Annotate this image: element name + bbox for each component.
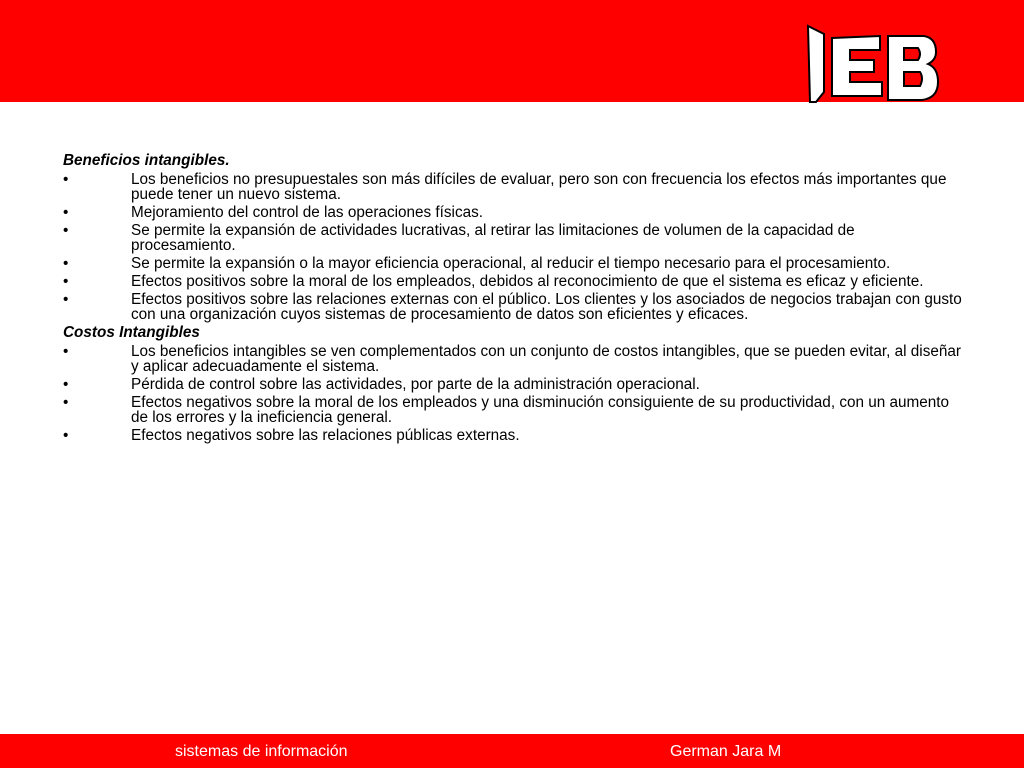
section-title: Beneficios intangibles. — [63, 152, 230, 169]
bullet-text: Los beneficios no presupuestales son más difíciles de evaluar, pero son con frecuencia los efectos más importantes que puede tener un nuevo sistema. — [131, 171, 947, 203]
slide-content — [63, 153, 963, 446]
footer-author: German Jara M — [670, 743, 782, 760]
footer-course-title: sistemas de información — [175, 743, 348, 760]
footer-band — [0, 734, 1024, 768]
bullet-icon: • — [63, 291, 69, 308]
bullet-text: Efectos positivos sobre las relaciones externas con el público. Los clientes y los asociados de negocios trabajan con gusto con una organización cuyos sistemas de procesamiento de datos son eficientes y eficaces. — [131, 291, 962, 323]
bullet-list — [63, 344, 963, 443]
ieb-logo — [806, 22, 940, 104]
bullet-icon: • — [63, 204, 69, 221]
bullet-item — [63, 292, 963, 322]
bullet-icon: • — [63, 222, 69, 239]
bullet-item — [63, 377, 963, 392]
bullet-text: Los beneficios intangibles se ven complementados con un conjunto de costos intangibles, que se pueden evitar, al diseñar y aplicar adecuadamente el sistema. — [131, 343, 961, 375]
bullet-text: Efectos negativos sobre la moral de los empleados y una disminución consiguiente de su productividad, con un aumento de los errores y la ineficiencia general. — [131, 394, 950, 426]
bullet-text: Efectos negativos sobre las relaciones públicas externas. — [131, 427, 520, 444]
bullet-list — [63, 172, 963, 322]
bullet-item — [63, 205, 963, 220]
section-title: Costos Intangibles — [63, 324, 200, 341]
bullet-text: Efectos positivos sobre la moral de los empleados, debidos al reconocimiento de que el sistema es eficaz y eficiente. — [131, 273, 924, 290]
bullet-item — [63, 428, 963, 443]
bullet-item — [63, 274, 963, 289]
bullet-icon: • — [63, 255, 69, 272]
bullet-icon: • — [63, 427, 69, 444]
bullet-icon: • — [63, 343, 69, 360]
bullet-item — [63, 172, 963, 202]
bullet-text: Se permite la expansión o la mayor eficiencia operacional, al reducir el tiempo necesario para el procesamiento. — [131, 255, 891, 272]
bullet-icon: • — [63, 376, 69, 393]
bullet-text: Mejoramiento del control de las operaciones físicas. — [131, 204, 484, 221]
bullet-item — [63, 395, 963, 425]
bullet-item — [63, 344, 963, 374]
bullet-item — [63, 256, 963, 271]
bullet-text: Pérdida de control sobre las actividades, por parte de la administración operacional. — [131, 376, 700, 393]
logo-letter-i — [808, 26, 824, 102]
bullet-item — [63, 223, 963, 253]
logo-letter-e — [832, 36, 882, 96]
bullet-icon: • — [63, 394, 69, 411]
bullet-text: Se permite la expansión de actividades lucrativas, al retirar las limitaciones de volumen de la capacidad de procesamiento. — [131, 222, 855, 254]
logo-letter-b — [888, 36, 938, 100]
bullet-icon: • — [63, 171, 69, 188]
bullet-icon: • — [63, 273, 69, 290]
